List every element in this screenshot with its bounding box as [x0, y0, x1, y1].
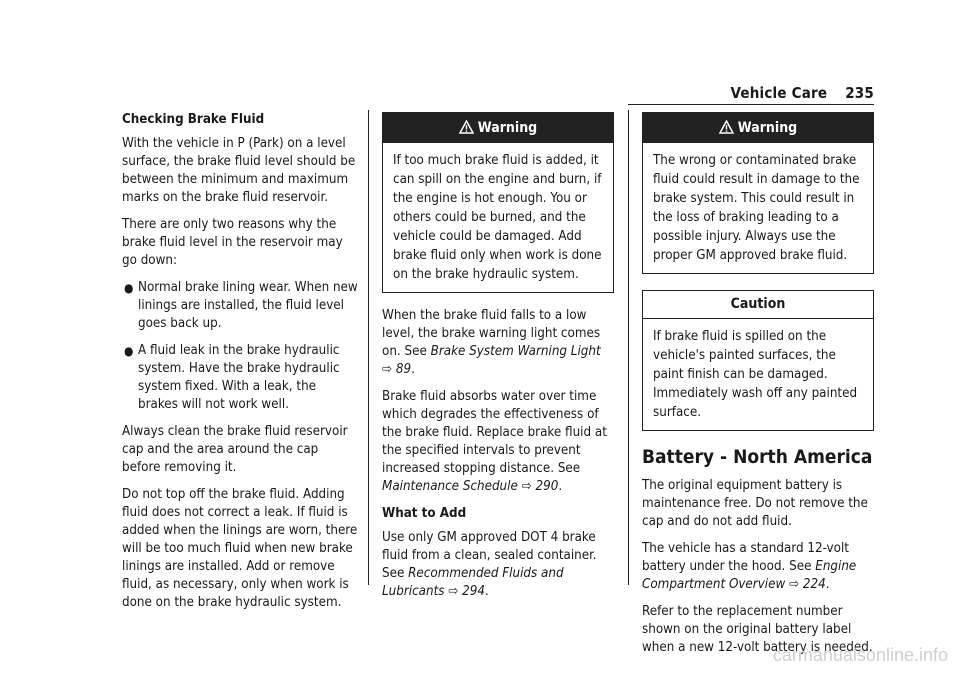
paragraph: Brake fluid absorbs water over time which degrades the effectiveness of the brake fluid. Replace brake fluid at the specified intervals to prevent increased stopping distance. See Maintenance Schedule ⇨ 290. [382, 389, 607, 494]
cross-reference-link[interactable]: Recommended Fluids and Lubricants ⇨ 294 [382, 566, 564, 599]
paragraph: Refer to the replacement number shown on the original battery label when a new 12-volt battery is needed. [642, 604, 873, 655]
cross-reference-link[interactable]: Engine Compartment Overview ⇨ 224 [642, 559, 857, 592]
paragraph: There are only two reasons why the brake fluid level in the reservoir may go down: [122, 217, 343, 268]
warning-triangle-icon [459, 120, 474, 134]
section-title: Battery - North America [642, 446, 873, 468]
cross-reference-link[interactable]: Maintenance Schedule ⇨ 290 [382, 479, 559, 494]
heading-what-to-add: What to Add [382, 506, 467, 521]
paragraph: The original equipment battery is maintenance free. Do not remove the cap and do not add fluid. [642, 478, 868, 529]
warning-header [383, 113, 613, 143]
warning-triangle-icon [719, 120, 734, 134]
column-2 [382, 112, 614, 610]
bullet-icon: ● [124, 344, 134, 358]
paragraph: When the brake fluid falls to a low level, the brake warning light comes on. See Brake System Warning Light ⇨ 89. [382, 308, 601, 377]
section-name: Vehicle Care [730, 84, 828, 102]
paragraph: The vehicle has a standard 12-volt battery under the hood. See Engine Compartment Overview ⇨ 224. [642, 541, 857, 592]
paragraph: Do not top off the brake fluid. Adding fluid does not correct a leak. If fluid is added when the linings are worn, there will be too much fluid when new brake linings are installed. Add or remove fluid, as necessary, only when work is done on the brake hydraulic system. [122, 487, 358, 610]
column-3 [642, 112, 874, 666]
heading-checking-brake-fluid: Checking Brake Fluid [122, 112, 265, 127]
column-divider-1 [368, 110, 369, 585]
paragraph: Always clean the brake fluid reservoir cap and the area around the cap before removing it. [122, 424, 348, 475]
watermark: carmanualsonline.info [772, 645, 948, 665]
list-item: ● Normal brake lining wear. When new linings are installed, the fluid level goes back up. [124, 280, 358, 331]
page-reference-arrow-icon: ⇨ [789, 577, 800, 592]
warning-header [643, 113, 873, 143]
warning-box [642, 112, 874, 274]
cross-reference-link[interactable]: Brake System Warning Light ⇨ 89 [382, 344, 601, 377]
paragraph: With the vehicle in P (Park) on a level surface, the brake fluid level should be between the minimum and maximum marks on the brake fluid reservoir. [122, 136, 356, 205]
column-1 [122, 111, 358, 621]
caution-title: Caution [643, 291, 873, 319]
warning-text: If too much brake fluid is added, it can spill on the engine and burn, if the engine is hot enough. You or others could be burned, and the vehicle could be damaged. Add brake fluid only when work is done on the brake hydraulic system. [393, 153, 602, 282]
caution-text: If brake fluid is spilled on the vehicle's painted surfaces, the paint finish can be damaged. Immediately wash off any painted surface. [653, 329, 858, 420]
bullet-list [122, 279, 358, 414]
list-item: ● A fluid leak in the brake hydraulic system. Have the brake hydraulic system fixed. With a leak, the brakes will not work well. [124, 343, 340, 412]
page-number: 235 [845, 84, 874, 102]
header-rule [628, 104, 874, 105]
warning-box [382, 112, 614, 293]
paragraph: Use only GM approved DOT 4 brake fluid from a clean, sealed container. See Recommended Fluids and Lubricants ⇨ 294. [382, 530, 597, 599]
page-reference-arrow-icon: ⇨ [382, 362, 393, 377]
warning-text: The wrong or contaminated brake fluid could result in damage to the brake system. This could result in the loss of braking leading to a possible injury. Always use the proper GM approved brake fluid. [653, 153, 860, 263]
page-reference-arrow-icon: ⇨ [448, 584, 459, 599]
bullet-icon: ● [124, 281, 134, 295]
warning-title: Warning [737, 120, 798, 136]
warning-title: Warning [477, 120, 538, 136]
column-divider-2 [628, 110, 629, 585]
caution-box [642, 290, 874, 431]
page-header [731, 84, 874, 102]
page-reference-arrow-icon: ⇨ [521, 479, 532, 494]
